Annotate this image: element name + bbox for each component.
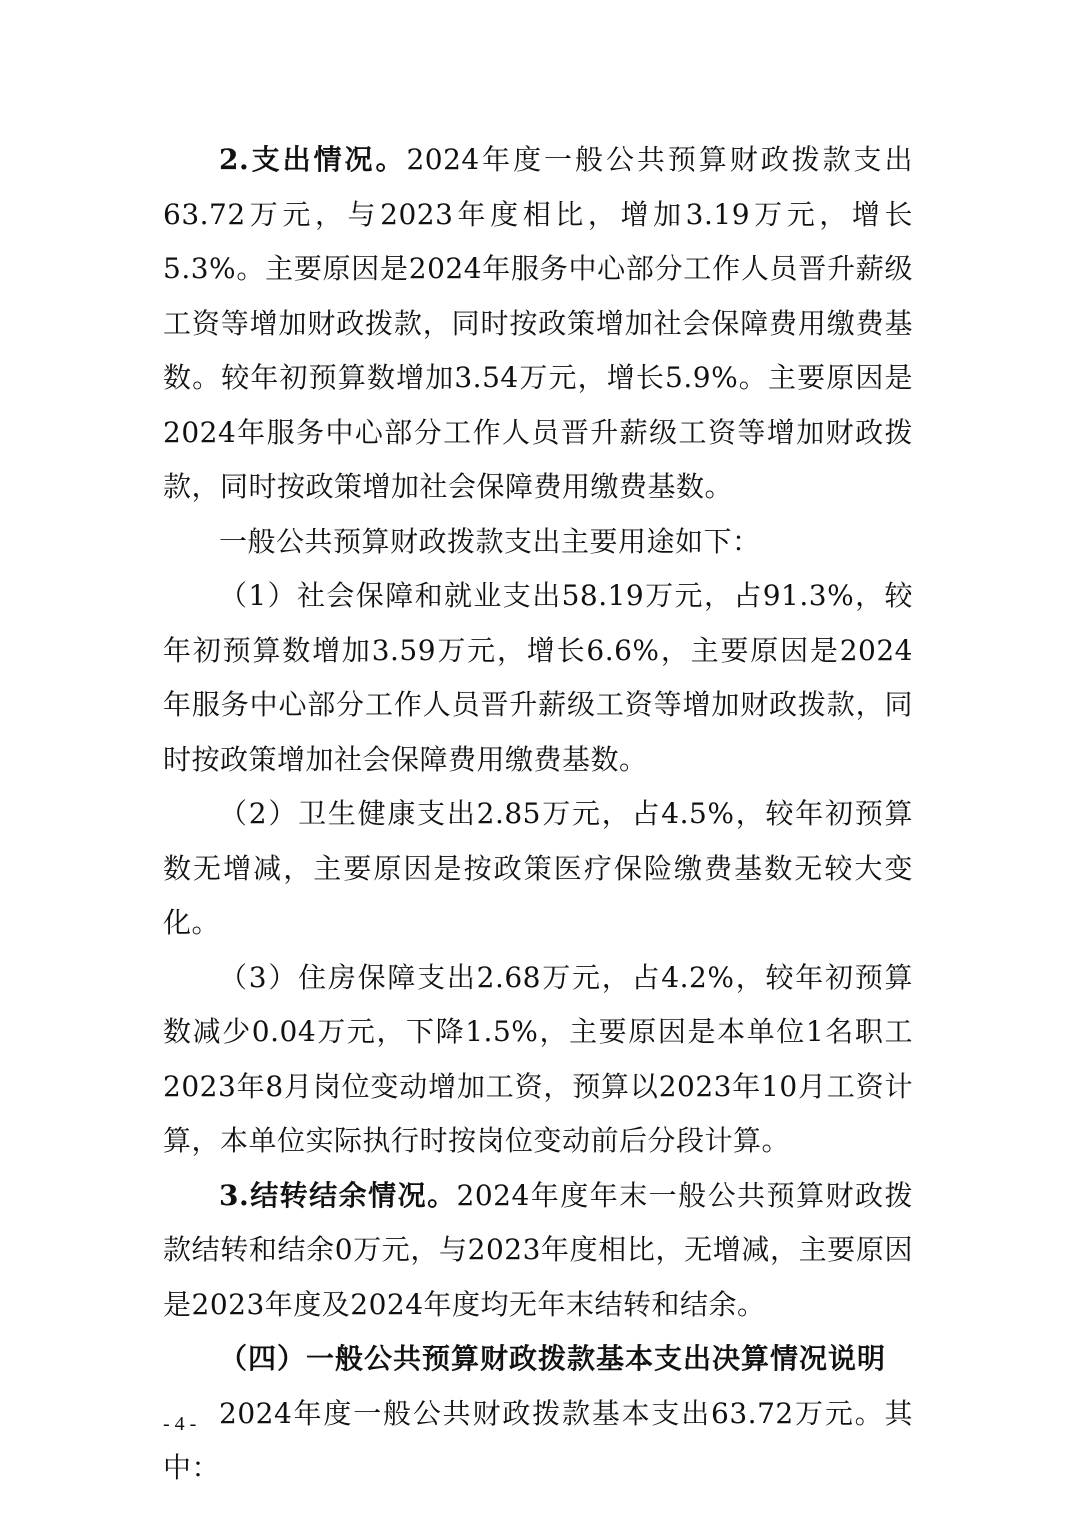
paragraph-lead-expenditure: 2.支出情况。: [219, 143, 407, 176]
paragraph-lead-carryover: 3.结转结余情况。: [219, 1178, 457, 1212]
paragraph-text-expenditure: 2024年度一般公共预算财政拨款支出63.72万元，与2023年度相比，增加3.19万元，增长5.3%。主要原因是2024年服务中心部分工作人员晋升薪级工资等增加财政拨款，同时按政策增加社会保障费用缴费基数。较年初预算数增加3.54万元，增长5.9%。主要原因是2024年服务中心部分工作人员晋升薪级工资等增加财政拨款，同时按政策增加社会保障费用缴费基数。: [163, 143, 913, 503]
page-number: - 4 -: [163, 1413, 197, 1435]
paragraph-text-item-3: （3）住房保障支出2.68万元，占4.2%，较年初预算数减少0.04万元，下降1.5%，主要原因是本单位1名职工2023年8月岗位变动增加工资，预算以2023年10月工资计算，本单位实际执行时按岗位变动前后分段计算。: [163, 960, 913, 1157]
paragraph-text-carryover: 2024年度年末一般公共预算财政拨款结转和结余0万元，与2023年度相比，无增减，主要原因是2023年度及2024年度均无年末结转和结余。: [163, 1178, 913, 1321]
paragraph-text-item-1: （1）社会保障和就业支出58.19万元，占91.3%，较年初预算数增加3.59万元，增长6.6%，主要原因是2024年服务中心部分工作人员晋升薪级工资等增加财政拨款，同时按政策增加社会保障费用缴费基数。: [163, 579, 913, 776]
document-body: [163, 133, 913, 1496]
paragraph-text-uses-intro: 一般公共预算财政拨款支出主要用途如下：: [219, 524, 761, 558]
paragraph-expenditure: [163, 133, 913, 515]
paragraph-text-item-2: （2）卫生健康支出2.85万元，占4.5%，较年初预算数无增减，主要原因是按政策医疗保险缴费基数无较大变化。: [163, 797, 913, 939]
paragraph-item-2: [163, 787, 913, 951]
paragraph-closing: 2024年度一般公共财政拨款基本支出63.72万元。其中：: [163, 1396, 913, 1484]
section-heading: （四）一般公共预算财政拨款基本支出决算情况说明: [219, 1342, 887, 1375]
paragraph-item-3: [163, 951, 913, 1169]
paragraph-uses-intro: [163, 515, 913, 570]
paragraph-item-1: [163, 569, 913, 787]
paragraph-carryover: [163, 1169, 913, 1333]
